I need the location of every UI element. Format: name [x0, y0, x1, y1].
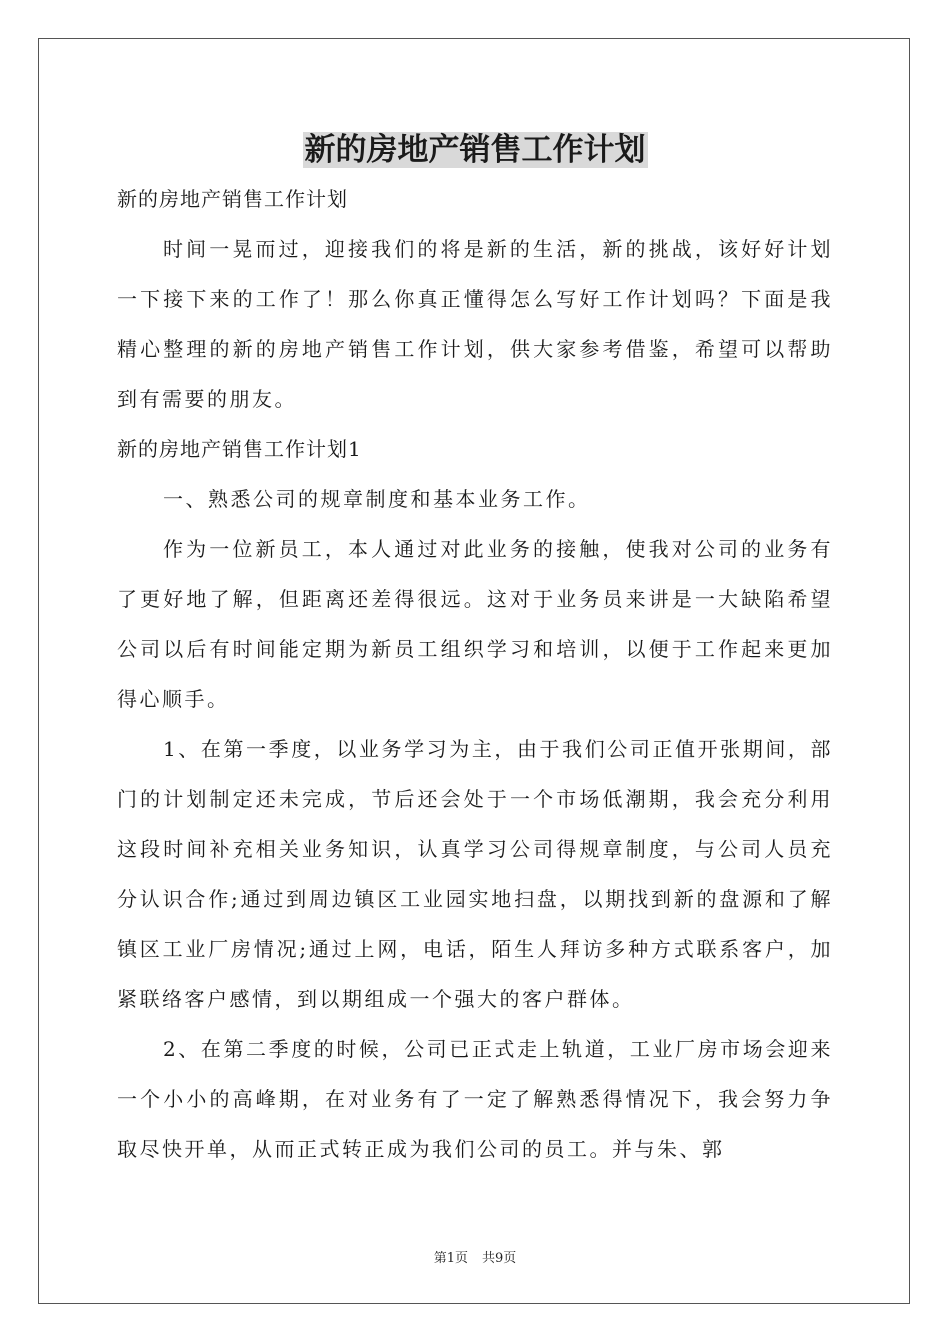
- paragraph-item-one: 一、熟悉公司的规章制度和基本业务工作。: [163, 487, 591, 511]
- page-total: 共9页: [482, 1251, 517, 1266]
- paragraph-intro: 时间一晃而过，迎接我们的将是新的生活，新的挑战，该好好计划一下接下来的工作了！那么你真正懂得怎么写好工作计划吗？下面是我精心整理的新的房地产销售工作计划，供大家参考借鉴，希望可以帮助到有需要的朋友。: [117, 237, 833, 411]
- paragraph-section-heading: 新的房地产销售工作计划1: [117, 437, 362, 461]
- paragraph-subtitle: 新的房地产销售工作计划: [117, 187, 348, 211]
- document-body: [117, 174, 833, 1174]
- page-footer: [0, 1247, 950, 1266]
- page-number: 第1页: [433, 1251, 468, 1266]
- document-title-text: 新的房地产销售工作计划: [304, 132, 646, 168]
- paragraph-new-employee: 作为一位新员工，本人通过对此业务的接触，使我对公司的业务有了更好地了解，但距离还差得很远。这对于业务员来讲是一大缺陷希望公司以后有时间能定期为新员工组织学习和培训，以便于工作起来更加得心顺手。: [117, 537, 833, 711]
- document-title: [0, 126, 950, 174]
- paragraph-second-quarter: 2、在第二季度的时候，公司已正式走上轨道，工业厂房市场会迎来一个小小的高峰期，在对业务有了一定了解熟悉得情况下，我会努力争取尽快开单，从而正式转正成为我们公司的员工。并与朱、郭: [117, 1037, 833, 1161]
- paragraph-first-quarter: 1、在第一季度，以业务学习为主，由于我们公司正值开张期间，部门的计划制定还未完成，节后还会处于一个市场低潮期，我会充分利用这段时间补充相关业务知识，认真学习公司得规章制度，与公司人员充分认识合作;通过到周边镇区工业园实地扫盘，以期找到新的盘源和了解镇区工业厂房情况;通过上网，电话，陌生人拜访多种方式联系客户，加紧联络客户感情，到以期组成一个强大的客户群体。: [117, 737, 833, 1011]
